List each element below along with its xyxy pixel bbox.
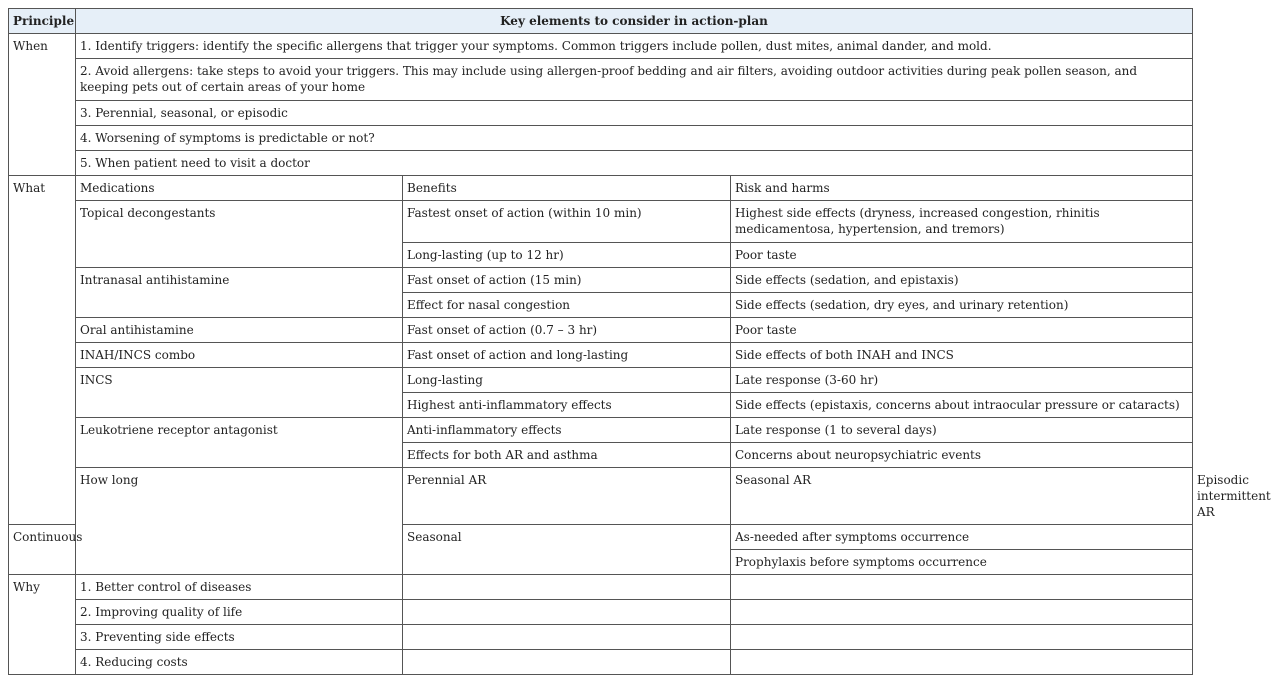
empty-cell	[731, 650, 1193, 675]
table-row	[9, 34, 1193, 59]
how-long-cell: Seasonal	[403, 525, 731, 575]
when-item: 5. When patient need to visit a doctor	[76, 151, 1193, 176]
how-long-cell: Perennial AR	[403, 468, 731, 525]
table-row	[9, 318, 1193, 343]
how-long-cell: Seasonal AR	[731, 468, 1193, 525]
empty-cell	[731, 575, 1193, 600]
risk-cell: Late response (1 to several days)	[731, 418, 1193, 443]
table-row	[9, 101, 1193, 126]
why-item: 2. Improving quality of life	[76, 600, 403, 625]
empty-cell	[403, 650, 731, 675]
table-header-row	[9, 9, 1193, 34]
table-row	[9, 59, 1193, 101]
benefit-cell: Long-lasting	[403, 368, 731, 393]
principle-why: Why	[9, 575, 76, 675]
benefit-cell: Fast onset of action (15 min)	[403, 268, 731, 293]
table-row	[9, 343, 1193, 368]
risk-cell: Late response (3-60 hr)	[731, 368, 1193, 393]
table-row	[9, 176, 1193, 201]
benefit-cell: Anti-inflammatory effects	[403, 418, 731, 443]
principle-what: What	[9, 176, 76, 525]
when-item: 2. Avoid allergens: take steps to avoid your triggers. This may include using allergen-proof bedding and air filters, avoiding outdoor activities during peak pollen season, and keeping pets out of certain areas of your home	[76, 59, 1193, 101]
risk-cell: Poor taste	[731, 243, 1193, 268]
when-item: 1. Identify triggers: identify the specific allergens that trigger your symptoms. Common triggers include pollen, dust mites, animal dander, and mold.	[76, 34, 1193, 59]
why-item: 3. Preventing side effects	[76, 625, 403, 650]
table-row	[9, 625, 1193, 650]
risk-cell: Highest side effects (dryness, increased congestion, rhinitis medicamentosa, hypertension, and tremors)	[731, 201, 1193, 243]
why-item: 4. Reducing costs	[76, 650, 403, 675]
table-row	[9, 418, 1193, 443]
benefit-cell: Fast onset of action (0.7 – 3 hr)	[403, 318, 731, 343]
action-plan-table-container	[8, 8, 1271, 675]
what-column-medications: Medications	[76, 176, 403, 201]
why-item: 1. Better control of diseases	[76, 575, 403, 600]
table-row: How long Perennial AR Seasonal AR Episodic intermittent AR	[9, 468, 1193, 525]
header-principle: Principle	[9, 9, 76, 34]
risk-cell: Concerns about neuropsychiatric events	[731, 443, 1193, 468]
benefit-cell: Long-lasting (up to 12 hr)	[403, 243, 731, 268]
medication-cell: Intranasal antihistamine	[76, 268, 403, 318]
table-row	[9, 368, 1193, 393]
medication-cell: INCS	[76, 368, 403, 418]
benefit-cell: Effect for nasal congestion	[403, 293, 731, 318]
medication-cell: Topical decongestants	[76, 201, 403, 268]
action-plan-table	[8, 8, 1271, 675]
benefit-cell: Fastest onset of action (within 10 min)	[403, 201, 731, 243]
empty-cell	[403, 625, 731, 650]
what-column-benefits: Benefits	[403, 176, 731, 201]
how-long-cell: As-needed after symptoms occurrence	[731, 525, 1193, 550]
table-row	[9, 600, 1193, 625]
principle-how-long: How long	[76, 468, 403, 575]
medication-cell: Leukotriene receptor antagonist	[76, 418, 403, 468]
benefit-cell: Highest anti-inflammatory effects	[403, 393, 731, 418]
risk-cell: Side effects (epistaxis, concerns about intraocular pressure or cataracts)	[731, 393, 1193, 418]
risk-cell: Side effects (sedation, dry eyes, and urinary retention)	[731, 293, 1193, 318]
empty-cell	[403, 600, 731, 625]
how-long-cell: Continuous	[9, 525, 76, 575]
risk-cell: Poor taste	[731, 318, 1193, 343]
empty-cell	[731, 600, 1193, 625]
benefit-cell: Effects for both AR and asthma	[403, 443, 731, 468]
benefit-cell: Fast onset of action and long-lasting	[403, 343, 731, 368]
header-key-elements: Key elements to consider in action-plan	[76, 9, 1193, 34]
risk-cell: Side effects of both INAH and INCS	[731, 343, 1193, 368]
table-row	[9, 151, 1193, 176]
table-row	[9, 268, 1193, 293]
table-row	[9, 201, 1193, 243]
what-column-risks: Risk and harms	[731, 176, 1193, 201]
medication-cell: INAH/INCS combo	[76, 343, 403, 368]
medication-cell: Oral antihistamine	[76, 318, 403, 343]
table-row	[9, 575, 1193, 600]
when-item: 4. Worsening of symptoms is predictable or not?	[76, 126, 1193, 151]
principle-when: When	[9, 34, 76, 176]
table-row	[9, 126, 1193, 151]
empty-cell	[731, 625, 1193, 650]
risk-cell: Side effects (sedation, and epistaxis)	[731, 268, 1193, 293]
how-long-cell: Prophylaxis before symptoms occurrence	[731, 550, 1193, 575]
when-item: 3. Perennial, seasonal, or episodic	[76, 101, 1193, 126]
empty-cell	[403, 575, 731, 600]
table-row	[9, 650, 1193, 675]
